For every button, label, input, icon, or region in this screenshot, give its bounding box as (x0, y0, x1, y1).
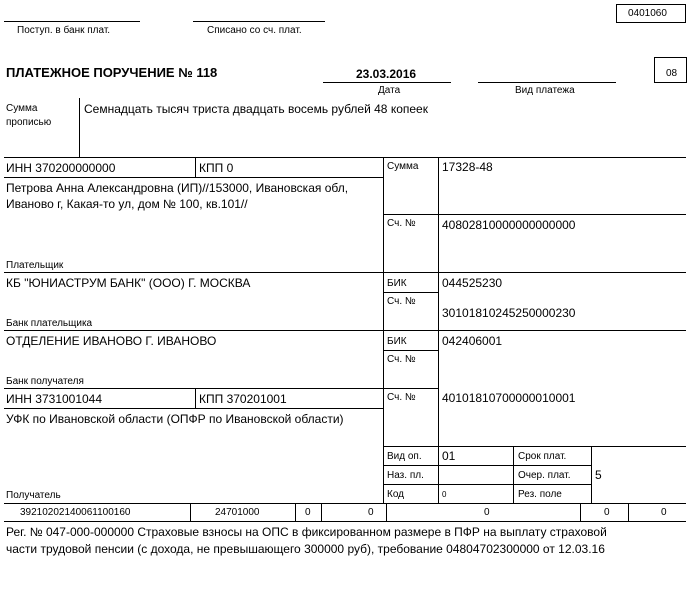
tax-col-190 (190, 503, 191, 521)
row-line-350 (383, 350, 438, 351)
tax-col-386 (386, 503, 387, 521)
tax-field-kbk: 39210202140061100160 (20, 507, 131, 518)
payer-bank-name: КБ "ЮНИАСТРУМ БАНК" (ООО) Г. МОСКВА (6, 276, 251, 290)
payment-type-line (478, 82, 616, 83)
row-line-272 (4, 272, 686, 273)
payer-label: Плательщик (6, 260, 64, 271)
row-line-503 (4, 503, 686, 504)
order-value: 5 (595, 468, 602, 482)
payee-bank-label: Банк получателя (6, 376, 84, 387)
tax-field-basis: 0 (305, 507, 311, 518)
status-code: 08 (666, 68, 678, 79)
col-line-438 (438, 157, 439, 503)
received-label: Поступ. в банк плат. (17, 25, 111, 36)
row-line-484 (383, 484, 591, 485)
debited-label: Списано со сч. плат. (207, 25, 302, 36)
payer-account-value: 40802810000000000000 (442, 218, 576, 232)
code-value: 0 (442, 490, 447, 499)
tax-col-580 (580, 503, 581, 521)
amount-words-label: Сумма (6, 103, 38, 114)
amount-label: Сумма (387, 161, 419, 172)
date-line (323, 82, 451, 83)
payer-inn: ИНН 370200000000 (6, 161, 116, 175)
payer-bank-corr-label: Сч. № (387, 296, 416, 307)
payer-name-line1: Петрова Анна Александровна (ИП)//153000, Ивановская обл, (6, 181, 349, 195)
tax-col-321 (321, 503, 322, 521)
payment-purpose-line1: Рег. № 047-000-000000 Страховые взносы на ОПС в фиксированном размере в ПФР на выплату страховой (6, 525, 607, 539)
payee-bank-bik: 042406001 (442, 334, 503, 348)
row-line-214 (383, 214, 686, 215)
payee-label: Получатель (6, 490, 61, 501)
payee-bank-corr-label: Сч. № (387, 354, 416, 365)
payee-inn: ИНН 3731001044 (6, 392, 103, 406)
row-line-388 (4, 388, 438, 389)
amount-words-text: Семнадцать тысяч триста двадцать восемь рублей 48 копеек (84, 102, 428, 116)
deadline-label: Срок плат. (518, 451, 567, 462)
tax-field-period: 0 (368, 507, 374, 518)
payee-name: УФК по Ивановской области (ОПФР по Ивановской области) (6, 412, 344, 426)
payer-bank-bik-label: БИК (387, 278, 407, 289)
purpose-code-label: Наз. пл. (387, 470, 424, 481)
col-line-591 (591, 446, 592, 503)
payee-kpp: КПП 370201001 (199, 392, 287, 406)
col-line-383 (383, 157, 384, 503)
order-label: Очер. плат. (518, 470, 571, 481)
payer-bank-label: Банк плательщика (6, 318, 93, 329)
payer-bank-bik: 044525230 (442, 276, 503, 290)
amount-words-label-2: прописью (6, 117, 52, 128)
payment-purpose-line2: части трудовой пенсии (с дохода, не превышающего 300000 руб), требование 04804702300000 от 12.03.16 (6, 542, 605, 556)
code-label: Код (387, 489, 405, 500)
row-line-292 (383, 292, 438, 293)
form-code: 0401060 (628, 8, 667, 19)
payee-account-value: 40101810700000010001 (442, 391, 576, 405)
payee-bank-name: ОТДЕЛЕНИЕ ИВАНОВО Г. ИВАНОВО (6, 334, 217, 348)
tax-field-doc-number: 0 (484, 507, 490, 518)
row-line-177 (4, 177, 383, 178)
tax-col-295 (295, 503, 296, 521)
tax-col-628 (628, 503, 629, 521)
row-line-330 (4, 330, 686, 331)
page-title: ПЛАТЕЖНОЕ ПОРУЧЕНИЕ № 118 (6, 65, 218, 80)
tax-field-oktmo: 24701000 (215, 507, 260, 518)
amount-words-divider (79, 98, 80, 157)
reserve-label: Рез. поле (518, 489, 562, 500)
payer-bank-corr: 30101810245250000230 (442, 306, 576, 320)
received-line (4, 21, 140, 22)
tax-field-type: 0 (661, 507, 667, 518)
debited-line (193, 21, 325, 22)
row-line-157 (4, 157, 686, 158)
tax-field-doc-date: 0 (604, 507, 610, 518)
row-line-465 (383, 465, 591, 466)
document-date: 23.03.2016 (356, 67, 417, 81)
payer-name-line2: Иваново г, Какая-то ул, дом № 100, кв.101// (6, 197, 248, 211)
payer-kpp: КПП 0 (199, 161, 234, 175)
row-line-446 (383, 446, 686, 447)
amount-value: 17328-48 (442, 160, 493, 174)
payment-type-label: Вид платежа (515, 85, 575, 96)
payee-bank-bik-label: БИК (387, 336, 407, 347)
operation-type: 01 (442, 449, 456, 463)
col-line-195b (195, 388, 196, 408)
col-line-513 (513, 446, 514, 503)
payer-account-label: Сч. № (387, 218, 416, 229)
row-line-408 (4, 408, 383, 409)
col-line-195a (195, 157, 196, 177)
date-label: Дата (378, 85, 401, 96)
payee-account-label: Сч. № (387, 392, 416, 403)
operation-type-label: Вид оп. (387, 451, 422, 462)
row-line-521 (4, 521, 686, 522)
